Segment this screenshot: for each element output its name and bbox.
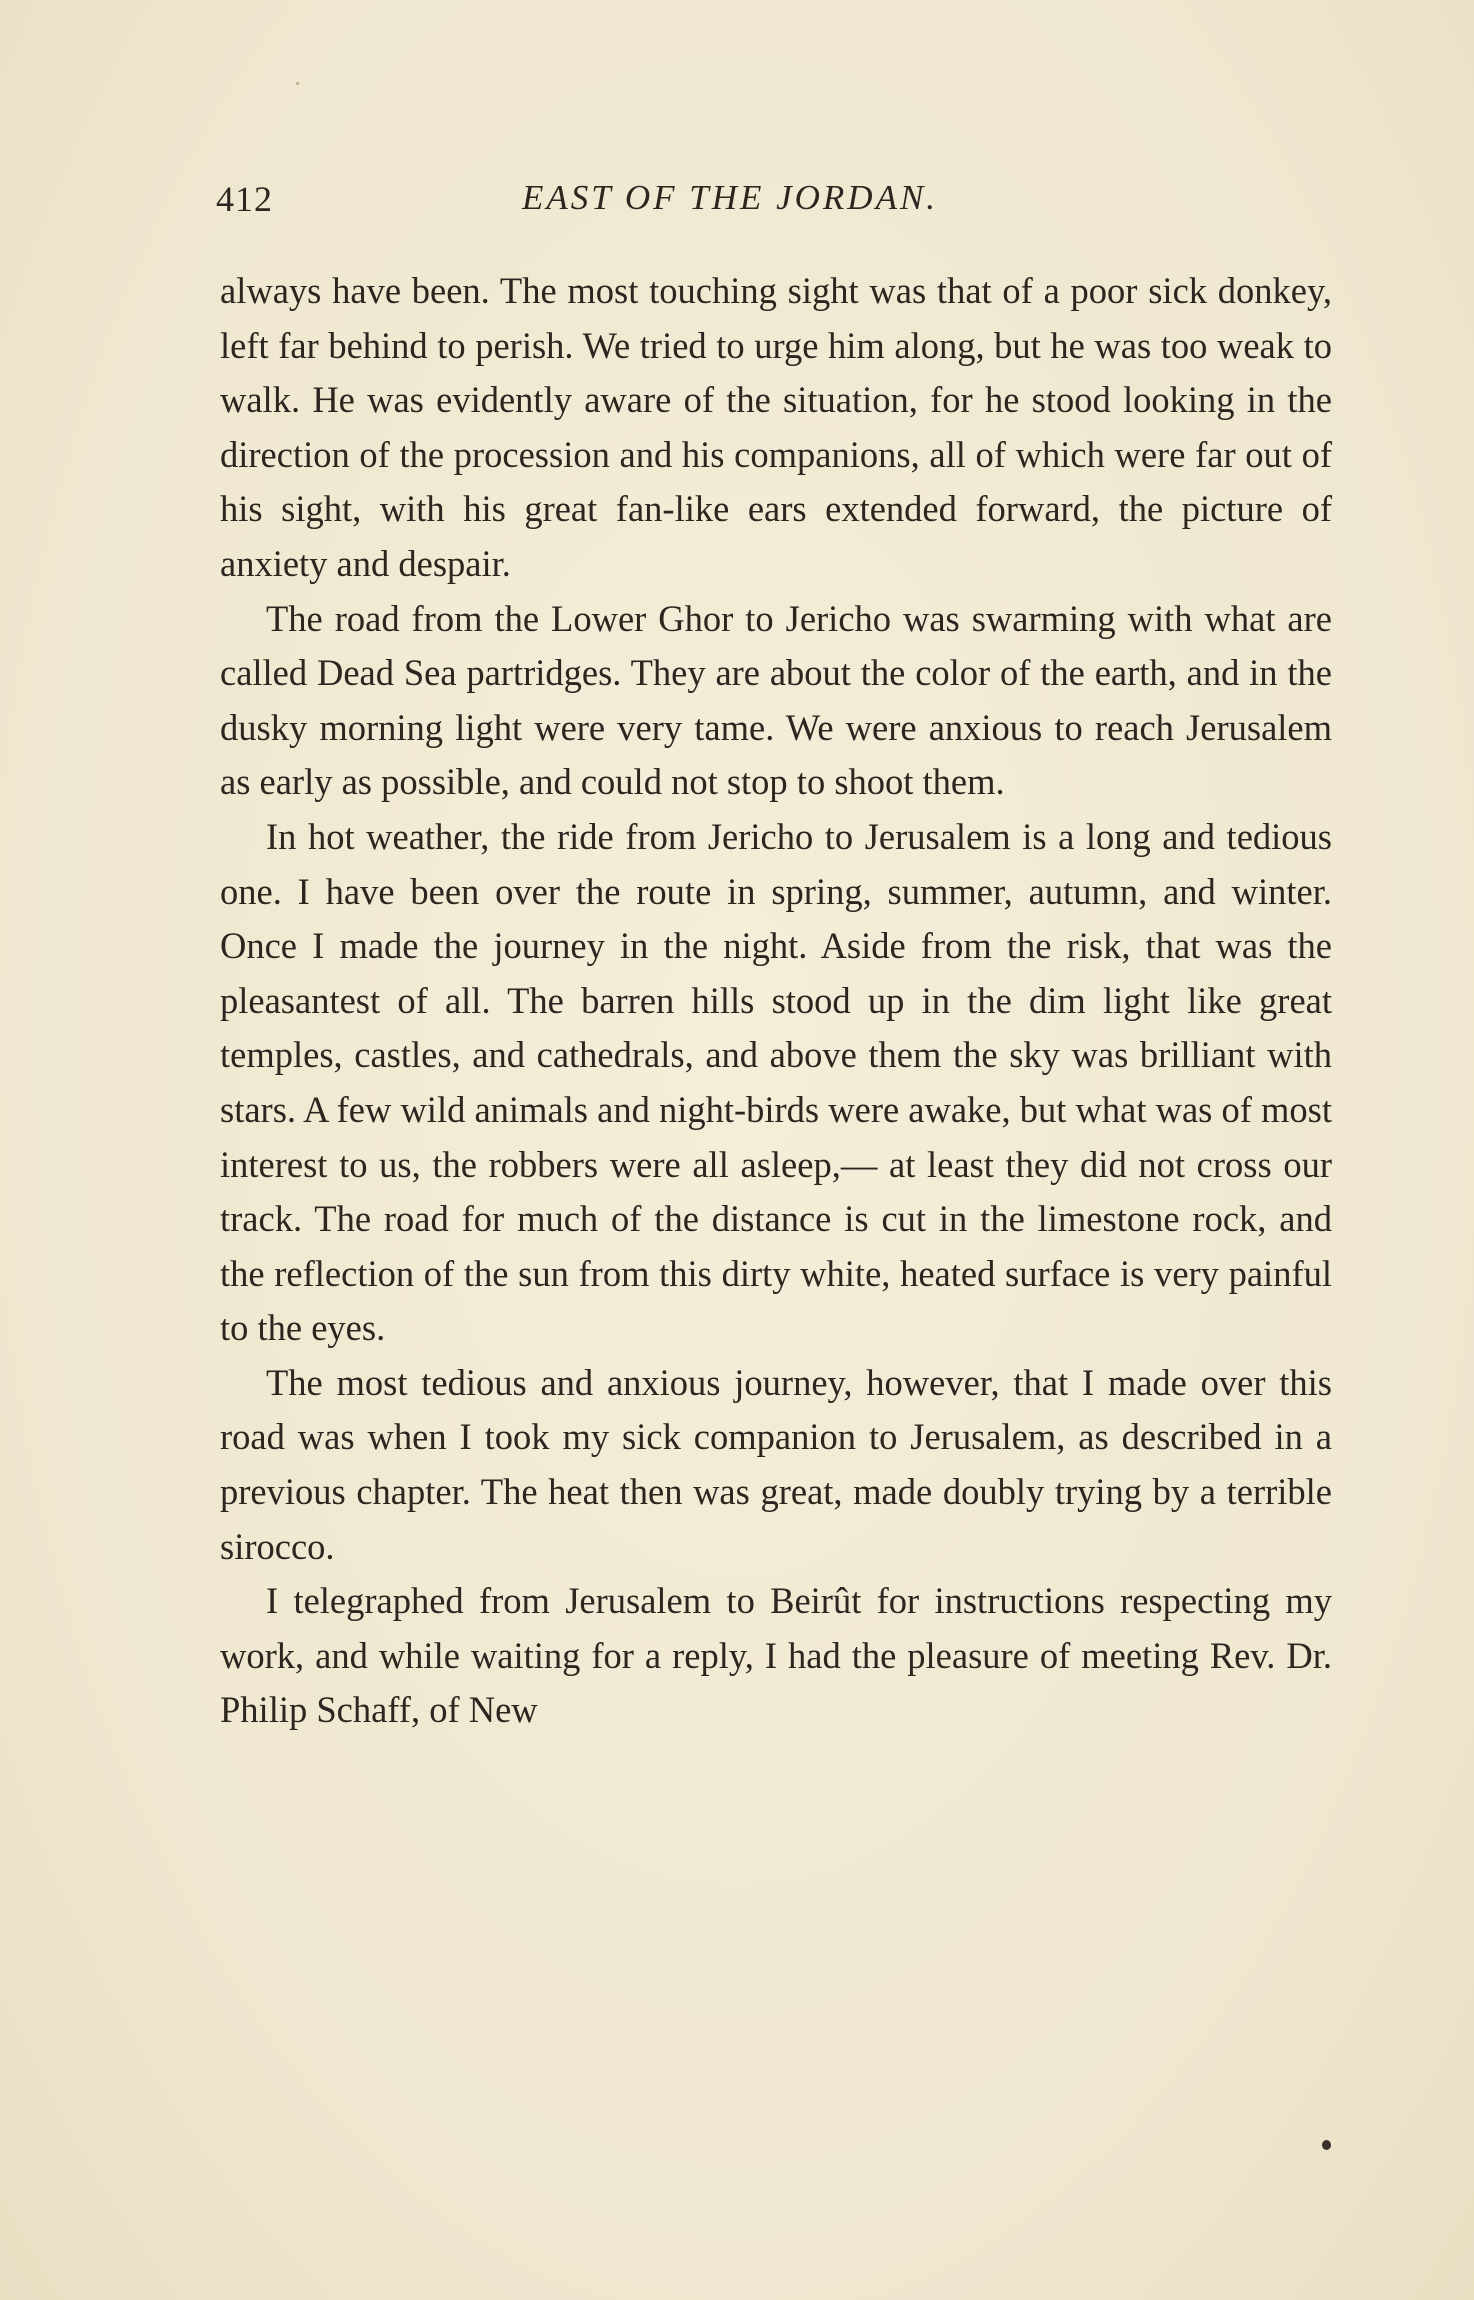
paragraph: I telegraphed from Jerusalem to Beirût for instructions respecting my work, and while waiting for a reply, I had the pleasure of meeting Rev. Dr. Philip Schaff, of New xyxy=(220,1580,1332,1731)
paragraph-continuation: always have been. The most touching sight was that of a poor sick donkey, left far behind to perish. We tried to urge him along, but he was too weak to walk. He was evidently aware of the situation, for he stood looking in the direction of the procession and his companions, all of which were far out of his sight, with his great fan-like ears extended forward, the picture of anxiety and despair. xyxy=(220,270,1332,584)
paragraph: In hot weather, the ride from Jericho to Jerusalem is a long and tedious one. I have been over the route in spring, summer, autumn, and winter. Once I made the journey in the night. Aside from the risk, that was the pleasantest of all. The barren hills stood up in the dim light like great temples, castles, and cathedrals, and above them the sky was brilliant with stars. A few wild animals and night-birds were awake, but what was of most interest to us, the robbers were all asleep,— at least they did not cross our track. The road for much of the distance is cut in the limestone rock, and the reflection of the sun from this dirty white, heated surface is very painful to the eyes. xyxy=(220,815,1333,1349)
ink-mark xyxy=(1322,2140,1331,2150)
paragraph: The most tedious and anxious journey, however, that I made over this road was when I took my sick companion to Jerusalem, as described in a previous chapter. The heat then was great, made doubly trying by a terrible sirocco. xyxy=(220,1361,1332,1567)
body-text xyxy=(220,264,1332,1738)
page-header xyxy=(216,178,1326,238)
paper-speck xyxy=(296,82,299,85)
running-head: EAST OF THE JORDAN. xyxy=(522,178,939,217)
paragraph: The road from the Lower Ghor to Jericho was swarming with what are called Dead Sea partridges. They are about the color of the earth, and in the dusky morning light were very tame. We were anxious to reach Jerusalem as early as possible, and could not stop to shoot them. xyxy=(220,597,1332,803)
page-number: 412 xyxy=(216,179,273,219)
